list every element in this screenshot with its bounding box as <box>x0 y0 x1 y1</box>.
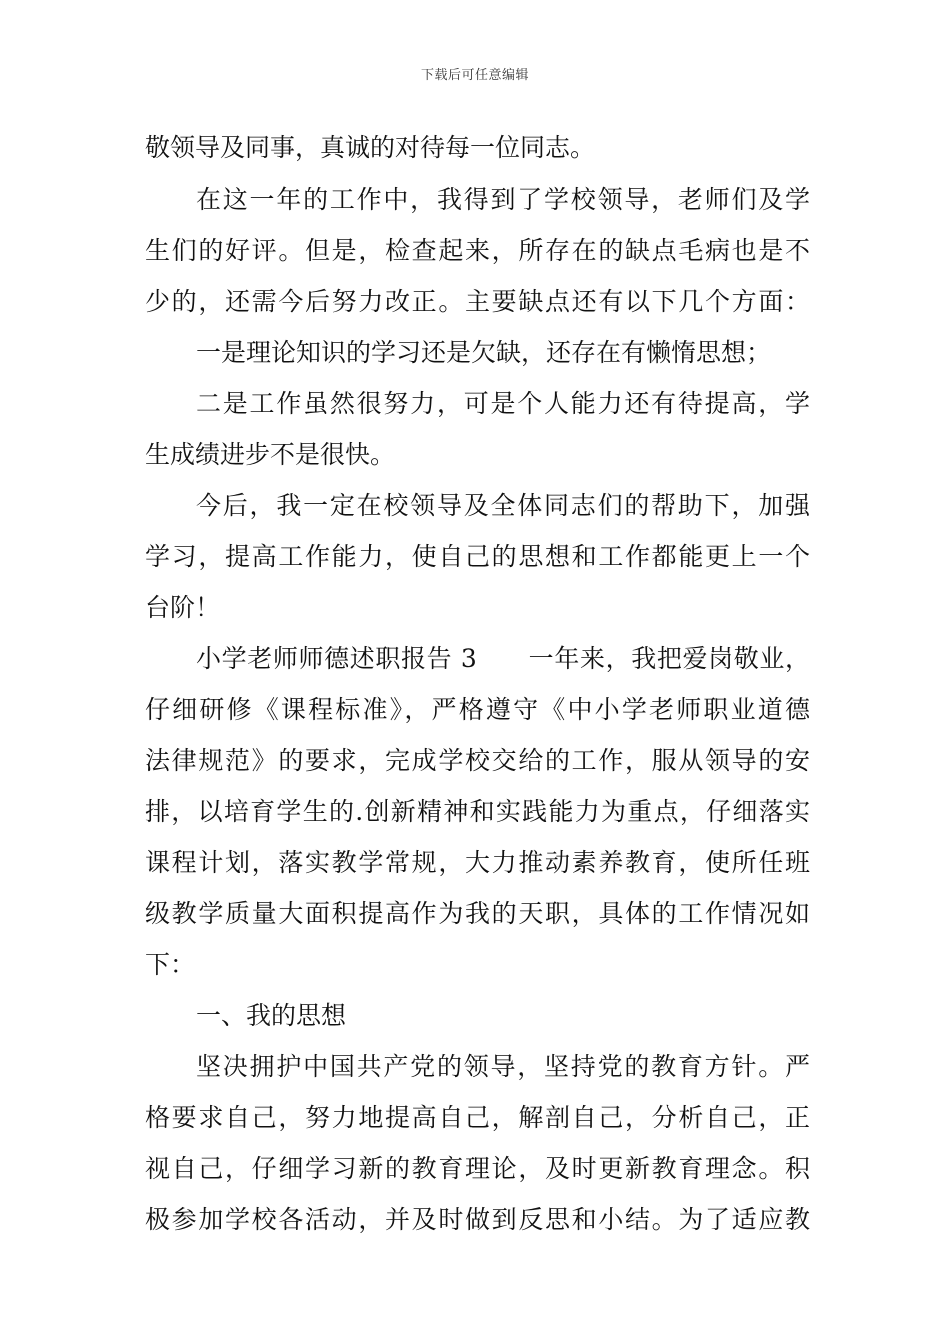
page-header: 下载后可任意编辑 <box>420 68 529 83</box>
text-line: 坚决拥护中国共产党的领导，坚持党的教育方针。严 <box>196 1052 810 1081</box>
text-line: 下： <box>145 950 196 979</box>
text-line: 今后，我一定在校领导及全体同志们的帮助下，加强 <box>196 491 810 520</box>
text-line: 法律规范》的要求，完成学校交给的工作，服从领导的安 <box>145 746 810 775</box>
text-line: 小学老师师德述职报告 3 一年来，我把爱岗敬业， <box>196 644 810 673</box>
text-line: 视自己，仔细学习新的教育理论，及时更新教育理念。积 <box>145 1154 810 1183</box>
text-line: 级教学质量大面积提高作为我的天职，具体的工作情况如 <box>145 899 810 928</box>
text-line: 在这一年的工作中，我得到了学校领导，老师们及学 <box>196 185 810 214</box>
text-line: 极参加学校各活动，并及时做到反思和小结。为了适应教 <box>145 1205 810 1234</box>
text-line: 排，以培育学生的.创新精神和实践能力为重点，仔细落实 <box>145 797 810 826</box>
text-line: 课程计划，落实教学常规，大力推动素养教育，使所任班 <box>145 848 810 877</box>
text-line: 生们的好评。但是，检查起来，所存在的缺点毛病也是不 <box>145 236 810 265</box>
text-line: 少的，还需今后努力改正。主要缺点还有以下几个方面： <box>145 287 810 316</box>
text-line: 一是理论知识的学习还是欠缺，还存在有懒惰思想； <box>196 338 772 367</box>
section-heading: 一、我的思想 <box>196 1001 347 1030</box>
text-line: 格要求自己，努力地提高自己，解剖自己，分析自己，正 <box>145 1103 810 1132</box>
text-line: 台阶！ <box>145 593 221 622</box>
text-line: 二是工作虽然很努力，可是个人能力还有待提高，学 <box>196 389 810 418</box>
text-line: 仔细研修《课程标准》，严格遵守《中小学老师职业道德 <box>145 695 810 724</box>
text-line: 生成绩进步不是很快。 <box>145 440 396 469</box>
text-line: 敬领导及同事，真诚的对待每一位同志。 <box>145 133 596 162</box>
text-line: 学习，提高工作能力，使自己的思想和工作都能更上一个 <box>145 542 810 571</box>
